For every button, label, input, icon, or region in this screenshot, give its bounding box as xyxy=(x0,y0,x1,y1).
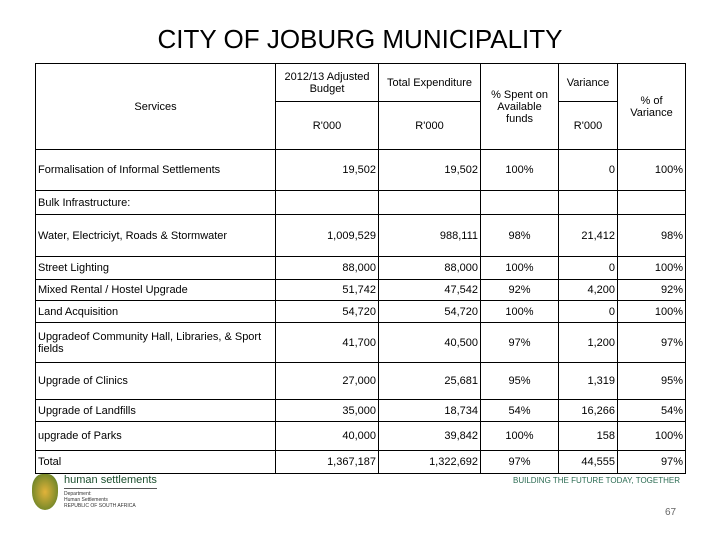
cell-pct-spent xyxy=(481,191,559,215)
logo-sub: REPUBLIC OF SOUTH AFRICA xyxy=(64,503,136,509)
table-row xyxy=(36,422,686,451)
cell-variance: 4,200 xyxy=(559,280,618,301)
header-budget: 2012/13 Adjusted Budget xyxy=(276,64,379,102)
cell-budget: 35,000 xyxy=(276,400,379,422)
cell-service: Water, Electriciyt, Roads & Stormwater xyxy=(36,215,276,257)
cell-pct-spent: 97% xyxy=(481,323,559,363)
cell-pct-spent: 97% xyxy=(481,451,559,474)
logo-sub: Department: xyxy=(64,491,92,497)
cell-budget: 1,009,529 xyxy=(276,215,379,257)
unit-variance: R'000 xyxy=(559,102,618,150)
cell-pct-variance: 54% xyxy=(618,400,686,422)
table-row xyxy=(36,215,686,257)
table-row xyxy=(36,451,686,474)
cell-budget: 41,700 xyxy=(276,323,379,363)
cell-expenditure: 40,500 xyxy=(379,323,481,363)
cell-service: Street Lighting xyxy=(36,257,276,280)
cell-variance: 0 xyxy=(559,257,618,280)
department-logo xyxy=(32,474,157,510)
cell-service: Upgrade of Clinics xyxy=(36,363,276,400)
cell-variance xyxy=(559,191,618,215)
cell-service: Land Acquisition xyxy=(36,301,276,323)
cell-service: Total xyxy=(36,451,276,474)
cell-pct-variance xyxy=(618,191,686,215)
cell-budget: 27,000 xyxy=(276,363,379,400)
header-pct-spent: % Spent on Available funds xyxy=(481,64,559,150)
table-row xyxy=(36,150,686,191)
logo-title: human settlements xyxy=(64,474,157,486)
header-pct-variance: % of Variance xyxy=(618,64,686,150)
cell-budget: 54,720 xyxy=(276,301,379,323)
cell-expenditure: 1,322,692 xyxy=(379,451,481,474)
cell-expenditure: 25,681 xyxy=(379,363,481,400)
cell-service: Mixed Rental / Hostel Upgrade xyxy=(36,280,276,301)
cell-pct-spent: 98% xyxy=(481,215,559,257)
cell-variance: 1,200 xyxy=(559,323,618,363)
cell-expenditure: 39,842 xyxy=(379,422,481,451)
cell-expenditure xyxy=(379,191,481,215)
cell-variance: 158 xyxy=(559,422,618,451)
cell-expenditure: 47,542 xyxy=(379,280,481,301)
cell-pct-spent: 54% xyxy=(481,400,559,422)
cell-expenditure: 18,734 xyxy=(379,400,481,422)
cell-budget: 51,742 xyxy=(276,280,379,301)
cell-pct-spent: 92% xyxy=(481,280,559,301)
cell-pct-spent: 100% xyxy=(481,257,559,280)
logo-sub: Human Settlements xyxy=(64,497,108,503)
cell-service: Upgrade of Landfills xyxy=(36,400,276,422)
cell-pct-variance: 100% xyxy=(618,150,686,191)
cell-expenditure: 88,000 xyxy=(379,257,481,280)
table-row xyxy=(36,323,686,363)
cell-budget: 19,502 xyxy=(276,150,379,191)
cell-budget: 1,367,187 xyxy=(276,451,379,474)
cell-service: Bulk Infrastructure: xyxy=(36,191,276,215)
cell-pct-variance: 100% xyxy=(618,422,686,451)
table-row xyxy=(36,363,686,400)
cell-budget xyxy=(276,191,379,215)
cell-expenditure: 54,720 xyxy=(379,301,481,323)
header-services: Services xyxy=(36,64,276,150)
cell-pct-variance: 92% xyxy=(618,280,686,301)
cell-pct-spent: 100% xyxy=(481,301,559,323)
cell-pct-variance: 97% xyxy=(618,323,686,363)
cell-service: Upgradeof Community Hall, Libraries, & Sport fields xyxy=(36,323,276,363)
page-title: CITY OF JOBURG MUNICIPALITY xyxy=(157,24,563,54)
cell-expenditure: 19,502 xyxy=(379,150,481,191)
cell-variance: 0 xyxy=(559,301,618,323)
table-row xyxy=(36,257,686,280)
cell-variance: 1,319 xyxy=(559,363,618,400)
header-expenditure: Total Expenditure xyxy=(379,64,481,102)
tagline: BUILDING THE FUTURE TODAY, TOGETHER xyxy=(513,476,680,485)
table-row xyxy=(36,191,686,215)
cell-pct-variance: 100% xyxy=(618,301,686,323)
cell-variance: 0 xyxy=(559,150,618,191)
cell-service: upgrade of Parks xyxy=(36,422,276,451)
budget-table xyxy=(35,63,686,474)
cell-budget: 40,000 xyxy=(276,422,379,451)
table-row xyxy=(36,400,686,422)
cell-variance: 21,412 xyxy=(559,215,618,257)
cell-pct-variance: 98% xyxy=(618,215,686,257)
cell-variance: 44,555 xyxy=(559,451,618,474)
cell-expenditure: 988,111 xyxy=(379,215,481,257)
cell-pct-spent: 100% xyxy=(481,150,559,191)
cell-pct-spent: 100% xyxy=(481,422,559,451)
unit-expenditure: R'000 xyxy=(379,102,481,150)
cell-pct-spent: 95% xyxy=(481,363,559,400)
page-number: 67 xyxy=(665,507,677,518)
cell-pct-variance: 100% xyxy=(618,257,686,280)
cell-service: Formalisation of Informal Settlements xyxy=(36,150,276,191)
table-row xyxy=(36,301,686,323)
cell-variance: 16,266 xyxy=(559,400,618,422)
cell-pct-variance: 97% xyxy=(618,451,686,474)
cell-pct-variance: 95% xyxy=(618,363,686,400)
header-variance: Variance xyxy=(559,64,618,102)
cell-budget: 88,000 xyxy=(276,257,379,280)
table-row xyxy=(36,280,686,301)
unit-budget: R'000 xyxy=(276,102,379,150)
coat-of-arms-icon xyxy=(32,474,58,510)
